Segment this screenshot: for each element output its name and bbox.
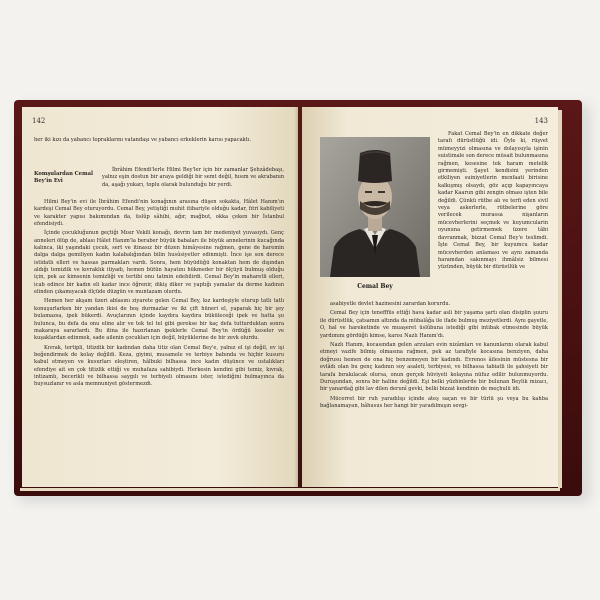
portrait-caption: Cemal Bey [357,283,393,290]
left-side-heading: Komşulardan Cemal Bey'in Evi [34,171,93,184]
left-top-paragraph: her iki kızı da yabancı topraklarını vatandaşı ve yabancı erkeklerin karısı yapacaktı. [34,137,251,143]
left-page-number: 142 [32,117,46,125]
left-paragraph: İçinde çocukluğunun geçtiği Mısır Vekili konağı, devrin tam bir medeniyet yuvasıydı. Genç anneleri ölüp de, ablası Hâlet Hanım'la beraber büyük babaları ile büyük annelerinin kucağında kalınca, iki yaşındaki çocuk, sert ve itinasız bir düzen himâyesine rağmen, gene de haremin dalga dalga gemiliyen kadın kalabalığından bilin husûsiyetler edinmişti. İnce işe son derece istidatlı elleri ve hassas parmakları vardı. Sonra, hem büyüdüğü konaktan hem de dışından aldığı temizlik ve kıvraklık itiyadı, hemen bütün hayatını hükmeder bir ölçüyü bulmuş olduğu için, pek az kimsenin temizliği ve tertibi onu tatmin edebilirdi. Cemal Bey'in maharetli elleri, icab edince bir kadın eli kadar ince öğrenir, dikiş diker ve yaptığı yamalar da derme kadının elinden çıkamıyacak ölçüde düzgün ve muntazam olurdu. [34,230,284,296]
right-page-number: 143 [534,117,548,125]
left-para-1-block [102,167,284,191]
portrait-photo [320,137,430,277]
right-body-block [320,301,548,413]
right-paragraph: Mücerret bir ruh yaradılışı içinde ateş saçan ve bir türlü şu veya bu kahba bağlanamayan, bâhusus her hangi bir yaradılmışın sevgi- [320,395,548,410]
left-body-block [34,199,284,391]
right-paragraph: Cemal Bey için tenefffüs ettiği hava kadar asli bir yaşama şartı olan disiplin şuuru ile dürüstlük, çatsamın altında da mübalâğa ile ifade bulmuş meziyetlerdi. Aynı gayetle, O, hal ve hareketinde ve muaşeret üslûbuna istediği gibi intibak etmesinde büyük yardımını gördüğü kimse, karısı Nazlı Hanım'dı. [320,310,548,339]
right-paragraph: Nazlı Hanım, kocasından gelen arzuları evin nizâmları ve kanunlarını olarak kabul etmeyi vazife bilmiş olmasına rağmen, pek az tarafiyle kocasına benziyen, daha doğrusu hemen de ona hiç benzemeyen bir kadındı. Evrenos âilesinin müstesna bir evlâdı olan bu genç kadının soy asaleti, terbiyesi, ve bilhassa tabiatli ile şahsiyeti bir tarafa bırakılacak olursa, onun gerçek hüviyeti kolayına nüfuz edilir bulunmuyordu. Duruşundan, sonra bir haline değildi. Eşi belki yüzbinlerde bir bulunan Beylik mizacı, bir yanardağ gibi lav dilen derunî gevki, belki bizzat kendinin de meçhulü idi. [320,342,548,393]
left-top-text [34,137,284,146]
left-paragraph: Kıvrak, tertipli, titizdik bir kadından daha titiz olan Cemal Bey'e, yalnız el işi değil, ev işi beğendirmek de kolay değildi. Keza, giyimi, musamele ve terbiye babında ve hiçbir kusuru kabul etmeyen ve kusurları eleştiren, hâlbuki bilhassa ince kadın düşünce ve ustalıkları efendiye ait en çok titizlik ettiği ve muhafaza sahibiydi. Herkesin kendini gibi temiz, kıvrak, intizamlı, becerikli ve bilhassa saygılı ve terbiyeli olmasını ister, istediğini bulmayınca da huysuzlanır ve asla memnuniyet göstermezdi. [34,344,284,388]
page-edge-bottom [20,488,560,491]
left-paragraph: İbrâhim Efendi'lerle Hilmi Bey'ler için bir zamanlar Şehzâdebaşı, yalnız eşin dostun bir araya geldiği bir semt değil, hısım ve akrabanın da, aşağı yukarı, toplu olarak bulunduğu bir yerdi. [102,167,284,188]
right-side-paragraph: Fakat Cemal Bey'in en dikkate değer tarafı dürüstlüğü idi. Öyle ki, rüşvet mümeyyizi olmasına ve dolayısıyla işinin suistimale son derece müsait bulunmasına rağmen, kesesine tek haram metelik girmemişti. Şayet kendisini yerinden etkiliyen suiniyetlerin menfaati birisine kalkışmış olsaydı, göz açıp kapayıncaya kadar Kaarun gibi zengin olması işten bile değildi. Çünkü rütbe alı ve terfi eden sivil veya askerlerle, rütbelerine göre verilecek murassa nişanların mücevherlerini seçmek ve kuyumcularin oyununa getirmemek üzere tâbi davranmak, bizzat Cemal Bey'e teslimdi. İşte Cemal Bey, bir kuyumcu kadar mücevherden anlaması ve aynı zamanda haramdan sakınmayı ihmâlsiz bilmesi yüzünden, büyük bir dürüstlük ve [438,131,548,271]
left-paragraph: Hemen her akşam üzeri ablasını ziyarete gelen Cemal Bey, kız kardeşiyle oturup tatlı tatlı konuşurlarken bir yandan ikisi de boş durmazlar ve iki çift hüneri el, yaparak hiç bir şey bulamazsa, ipek bükerdi. Avuçlarının içinde kaydıra kaydıra büküleceği ipek ve hatta şu hulunca, bu defa da onu eline alır ve tek tel tel gibi gerekse bir kaç defa tutturduktan sonra makaraya sararlardı. Bu itina ile hazırlanan ipeklerle Cemal Bey'in ördüğü keseler ve kuşaklardan edinmek, sade ailenin çocukları için değil, büyüklerine de bir zevk olurdu. [34,298,284,342]
right-paragraph: asabiyetle devlet hazinesini zarardan korurdu. [330,301,451,307]
left-paragraph: Hilmi Bey'in evi ile İbrâhim Efendi'nin konağının arasına düşen sokakta, Hâlet Hanım'ın kardeşi Cemal Bey oturuyordu. Cemal Bey, yetiştiği muhit itibariyle olduğu kadar, fıtri kabiliyeti ve karakter yapısı bakımından da, üslûp sâhibi, ağır, mağbut, okka çeken bir İstanbul efendisiydi. [34,199,284,228]
right-page [302,107,558,487]
left-page [22,107,298,487]
right-side-column [438,131,548,274]
page-edge-right [558,110,562,488]
